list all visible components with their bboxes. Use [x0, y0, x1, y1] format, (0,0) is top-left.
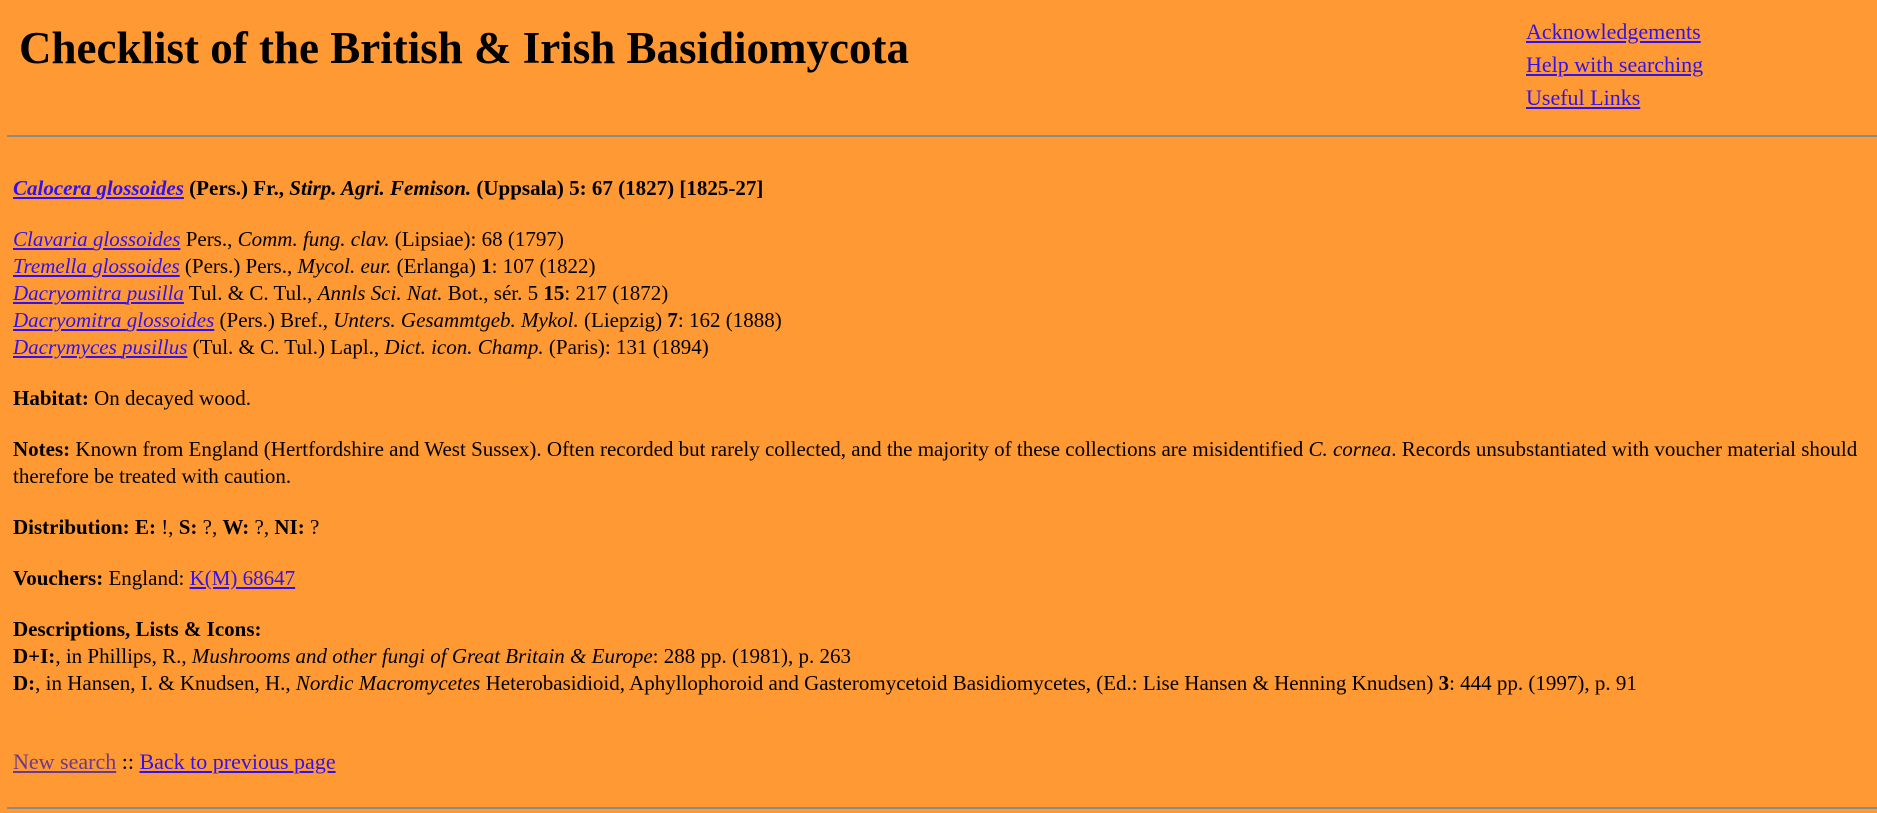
- synonym-publication: Comm. fung. clav.: [237, 227, 390, 251]
- synonym-pages: : 217 (1872): [564, 281, 669, 305]
- new-search-link[interactable]: New search: [13, 749, 117, 774]
- synonym-authors: (Pers.) Pers.,: [179, 254, 298, 278]
- voucher-link[interactable]: K(M) 68647: [189, 566, 296, 590]
- synonym-citation: (Lipsiae): 68 (1797): [389, 227, 564, 251]
- distribution-region: E:: [134, 515, 156, 539]
- header-links: [1526, 15, 1703, 114]
- synonym-publication: Mycol. eur.: [297, 254, 392, 278]
- synonym-publication: Annls Sci. Nat.: [317, 281, 443, 305]
- accepted-epithet: glossoides: [96, 176, 184, 200]
- accepted-publication: Stirp. Agri. Femison.: [289, 176, 472, 200]
- synonym-publication: Unters. Gesammtgeb. Mykol.: [333, 308, 579, 332]
- notes: [13, 436, 1873, 490]
- notes-species: C. cornea: [1308, 437, 1392, 461]
- species-record: [13, 175, 1873, 775]
- description-item: [13, 670, 1873, 697]
- synonym-epithet: glossoides: [92, 227, 181, 251]
- synonym-authors: (Pers.) Bref.,: [214, 308, 334, 332]
- synonym-link[interactable]: [13, 335, 187, 359]
- synonym-publication: Dict. icon. Champ.: [384, 335, 544, 359]
- footer-separator: ::: [116, 749, 140, 774]
- distribution-region: W:: [222, 515, 250, 539]
- synonym-authors: (Tul. & C. Tul.) Lapl.,: [187, 335, 385, 359]
- description-title: Mushrooms and other fungi of Great Britain & Europe: [191, 644, 653, 668]
- top-divider: [7, 135, 1877, 137]
- synonym-genus: Tremella: [13, 254, 87, 278]
- habitat-label: Habitat:: [13, 386, 89, 410]
- distribution-region: S:: [178, 515, 198, 539]
- synonym-item: [13, 307, 1873, 334]
- help-with-searching-link[interactable]: Help with searching: [1526, 52, 1704, 77]
- synonym-volume: 1: [481, 254, 492, 278]
- synonym-link[interactable]: [13, 254, 180, 278]
- synonym-item: [13, 334, 1873, 361]
- description-author: , in Phillips, R.,: [55, 644, 192, 668]
- habitat: [13, 385, 1873, 412]
- descriptions-label: Descriptions, Lists & Icons:: [13, 617, 262, 641]
- vouchers-country: England:: [103, 566, 190, 590]
- description-details: Heterobasidioid, Aphyllophoroid and Gasteromycetoid Basidiomycetes, (Ed.: Lise Hansen & Henning Knudsen): [480, 671, 1439, 695]
- notes-text: Known from England (Hertfordshire and West Sussex). Often recorded but rarely collected, and the majority of these collections are misidentified: [70, 437, 1309, 461]
- vouchers-label: Vouchers:: [13, 566, 104, 590]
- synonym-authors: Tul. & C. Tul.,: [183, 281, 318, 305]
- distribution-label: Distribution:: [13, 515, 130, 539]
- notes-label: Notes:: [13, 437, 71, 461]
- synonym-epithet: glossoides: [92, 254, 180, 278]
- synonym-list: [13, 226, 1873, 361]
- synonym-authors: Pers.,: [180, 227, 238, 251]
- synonym-link[interactable]: [13, 308, 214, 332]
- synonym-volume: 15: [543, 281, 565, 305]
- distribution-value: ?: [304, 515, 320, 539]
- synonym-epithet: pusillus: [122, 335, 188, 359]
- distribution-value: ?,: [197, 515, 223, 539]
- synonym-citation: (Liepzig): [578, 308, 668, 332]
- accepted-genus: Calocera: [13, 176, 92, 200]
- synonym-genus: Dacryomitra: [13, 308, 122, 332]
- bottom-divider: [7, 807, 1877, 809]
- synonym-item: [13, 280, 1873, 307]
- footer-nav: [13, 748, 1873, 775]
- synonym-genus: Clavaria: [13, 227, 88, 251]
- synonym-epithet: glossoides: [126, 308, 215, 332]
- synonym-epithet: pusilla: [126, 281, 184, 305]
- description-pages: : 288 pp. (1981), p. 263: [652, 644, 851, 668]
- habitat-text: On decayed wood.: [88, 386, 251, 410]
- synonym-citation: Bot., sér. 5: [442, 281, 544, 305]
- synonym-link[interactable]: [13, 227, 180, 251]
- synonym-link[interactable]: [13, 281, 184, 305]
- useful-links-link[interactable]: Useful Links: [1526, 85, 1641, 110]
- synonym-genus: Dacrymyces: [13, 335, 117, 359]
- distribution-value: ?,: [249, 515, 275, 539]
- synonym-item: [13, 253, 1873, 280]
- accepted-authors: (Pers.) Fr.,: [183, 176, 290, 200]
- synonym-pages: : 107 (1822): [491, 254, 596, 278]
- description-volume: 3: [1438, 671, 1450, 695]
- synonym-volume: 7: [667, 308, 678, 332]
- vouchers: [13, 565, 1873, 592]
- description-pages: : 444 pp. (1997), p. 91: [1449, 671, 1637, 695]
- accepted-name: [13, 175, 1873, 202]
- notes-text-end: . Records unsubstantiated with voucher material should therefore be treated with caution.: [13, 437, 1858, 488]
- description-title: Nordic Macromycetes: [295, 671, 481, 695]
- distribution-value: !,: [155, 515, 179, 539]
- synonym-citation: (Erlanga): [391, 254, 482, 278]
- back-link[interactable]: Back to previous page: [139, 749, 336, 774]
- accepted-citation: (Uppsala) 5: 67 (1827) [1825-27]: [471, 176, 764, 200]
- description-author: , in Hansen, I. & Knudsen, H.,: [35, 671, 296, 695]
- acknowledgements-link[interactable]: Acknowledgements: [1526, 19, 1701, 44]
- synonym-pages: : 162 (1888): [677, 308, 782, 332]
- descriptions: [13, 616, 1873, 697]
- description-code: D+I:: [13, 644, 56, 668]
- synonym-genus: Dacryomitra: [13, 281, 122, 305]
- description-item: [13, 643, 1873, 670]
- page-title: Checklist of the British & Irish Basidiomycota: [19, 23, 910, 73]
- synonym-item: [13, 226, 1873, 253]
- accepted-name-link[interactable]: [13, 176, 184, 200]
- distribution: [13, 514, 1873, 541]
- description-code: D:: [13, 671, 36, 695]
- distribution-region: NI:: [274, 515, 305, 539]
- synonym-citation: (Paris): 131 (1894): [543, 335, 709, 359]
